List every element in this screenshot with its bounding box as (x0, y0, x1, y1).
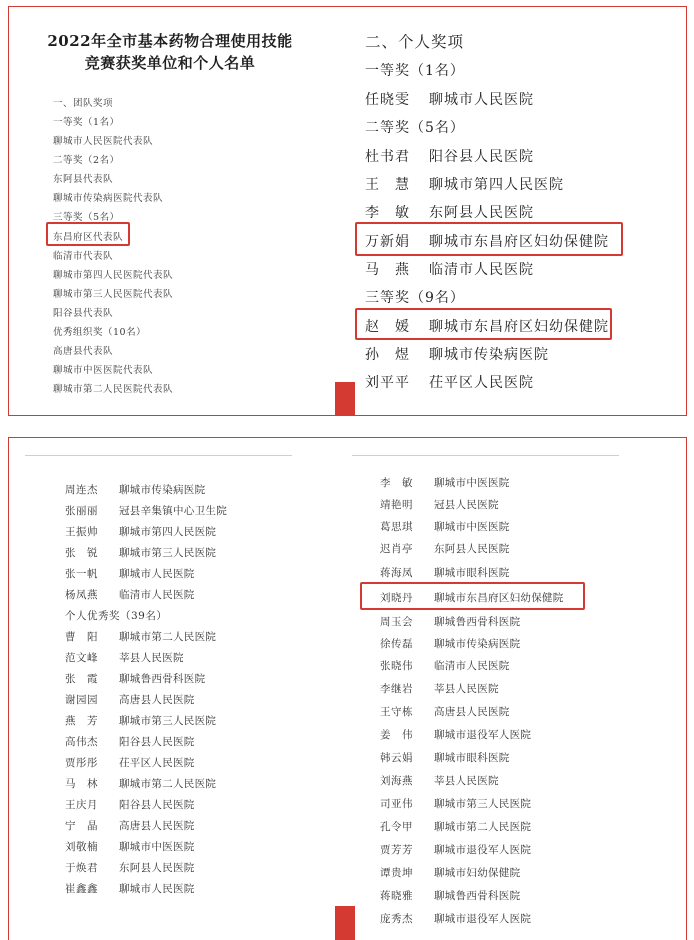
hospital-name: 聊城市传染病医院 (119, 484, 206, 496)
hospital-name: 莘县人民医院 (434, 683, 499, 695)
team-awards-heading: 一、团队奖项 (53, 98, 114, 109)
team-line: 聊城市传染病医院代表队 (53, 193, 164, 204)
person-name: 马 燕 (365, 262, 410, 278)
person-name: 蒋晓雅 (380, 890, 413, 902)
hospital-name: 聊城市第三人民医院 (119, 715, 217, 727)
hospital-name: 茌平区人民医院 (429, 375, 534, 391)
person-name: 曹 阳 (65, 631, 98, 643)
team-line-highlighted: 东昌府区代表队 (53, 232, 124, 243)
individual-awards-heading: 二、个人奖项 (365, 33, 465, 51)
team-line: 临清市代表队 (53, 251, 114, 262)
person-name: 迟肖亭 (380, 543, 413, 555)
person-name: 周连杰 (65, 484, 98, 496)
hospital-name: 聊城市退役军人医院 (434, 844, 532, 856)
award-row (380, 819, 531, 834)
award-row (365, 146, 534, 166)
team-line: 高唐县代表队 (53, 346, 114, 357)
award-row (380, 865, 520, 880)
hospital-name: 聊城市第三人民医院 (434, 798, 532, 810)
person-name: 范文峰 (65, 652, 98, 664)
person-name: 杜书君 (365, 149, 410, 165)
person-name: 司亚伟 (380, 798, 413, 810)
person-name: 张晓伟 (380, 660, 413, 672)
award-row (65, 671, 205, 686)
team-line: 东阿县代表队 (53, 174, 114, 185)
award-row (380, 796, 531, 811)
person-name: 万新娟 (365, 234, 410, 250)
person-name: 蒋海凤 (380, 567, 413, 579)
award-row (65, 713, 216, 728)
hospital-name: 聊城市妇幼保健院 (434, 867, 521, 879)
hospital-name: 聊城市退役军人医院 (434, 913, 532, 925)
award-row (65, 545, 216, 560)
highlight-box (355, 222, 623, 256)
award-row (380, 519, 510, 534)
person-name: 刘平平 (365, 375, 410, 391)
award-row (65, 839, 195, 854)
award-row (65, 797, 195, 812)
award-row (380, 704, 510, 719)
award-row (380, 842, 531, 857)
hospital-name: 聊城市眼科医院 (434, 752, 510, 764)
hospital-name: 聊城鲁西骨科医院 (434, 890, 521, 902)
hospital-name: 聊城市东昌府区妇幼保健院 (429, 234, 609, 250)
hospital-name: 聊城市传染病医院 (434, 638, 521, 650)
award-row (65, 587, 195, 602)
person-name: 李继岩 (380, 683, 413, 695)
hospital-name: 聊城鲁西骨科医院 (119, 673, 206, 685)
person-name: 王 慧 (365, 177, 410, 193)
hospital-name: 聊城市中医医院 (434, 477, 510, 489)
award-row (380, 681, 499, 696)
award-row (380, 475, 510, 490)
divider (352, 455, 619, 456)
person-name: 张一帆 (65, 568, 98, 580)
award-row (65, 629, 216, 644)
hospital-name: 莘县人民医院 (119, 652, 184, 664)
hospital-name: 聊城鲁西骨科医院 (434, 616, 521, 628)
person-name: 王振帅 (65, 526, 98, 538)
award-row (365, 89, 534, 109)
excellent-award-label: 个人优秀奖（39名） (65, 610, 168, 622)
hospital-name: 聊城市眼科医院 (434, 567, 510, 579)
hospital-name: 聊城市第四人民医院 (119, 526, 217, 538)
hospital-name: 聊城市东昌府区妇幼保健院 (434, 592, 564, 604)
person-name: 刘敬楠 (65, 841, 98, 853)
award-row (65, 524, 216, 539)
hospital-name: 聊城市第四人民医院 (429, 177, 564, 193)
hospital-name: 临清市人民医院 (434, 660, 510, 672)
award-row (380, 911, 531, 926)
person-name: 谢园园 (65, 694, 98, 706)
second-prize-label: 二等奖（5名） (365, 120, 465, 136)
hospital-name: 聊城市传染病医院 (429, 347, 549, 363)
hospital-name: 聊城市人民医院 (119, 883, 195, 895)
person-name: 刘海燕 (380, 775, 413, 787)
person-name: 庞秀杰 (380, 913, 413, 925)
person-name: 徐传磊 (380, 638, 413, 650)
hospital-name: 临清市人民医院 (119, 589, 195, 601)
award-row (365, 259, 534, 279)
hospital-name: 聊城市退役军人医院 (434, 729, 532, 741)
hospital-name: 聊城市东昌府区妇幼保健院 (429, 319, 609, 335)
person-name: 姜 伟 (380, 729, 413, 741)
team-line: 聊城市第三人民医院代表队 (53, 289, 174, 300)
person-name: 靖艳明 (380, 499, 413, 511)
person-name: 王庆月 (65, 799, 98, 811)
first-prize-label: 一等奖（1名） (365, 63, 465, 79)
person-name: 谭贵坤 (380, 867, 413, 879)
hospital-name: 高唐县人民医院 (434, 706, 510, 718)
award-row (65, 860, 195, 875)
person-name: 周玉会 (380, 616, 413, 628)
person-name: 王守栋 (380, 706, 413, 718)
award-row (380, 727, 531, 742)
hospital-name: 聊城市人民医院 (119, 568, 195, 580)
team-line: 一等奖（1名） (53, 117, 120, 128)
hospital-name: 聊城市第二人民医院 (119, 778, 217, 790)
team-line: 聊城市中医医院代表队 (53, 365, 154, 376)
person-name: 马 林 (65, 778, 98, 790)
team-line: 聊城市第四人民医院代表队 (53, 270, 174, 281)
person-name: 葛思琪 (380, 521, 413, 533)
hospital-name: 东阿县人民医院 (434, 543, 510, 555)
award-row (65, 755, 195, 770)
award-row (380, 497, 499, 512)
highlight-box (46, 222, 130, 246)
person-name: 高伟杰 (65, 736, 98, 748)
person-name: 李 敏 (380, 477, 413, 489)
hospital-name: 聊城市人民医院 (429, 92, 534, 108)
person-name: 孔令甲 (380, 821, 413, 833)
award-row (65, 881, 195, 896)
person-name: 张 锐 (65, 547, 98, 559)
award-row (65, 818, 195, 833)
person-name: 燕 芳 (65, 715, 98, 727)
person-name: 张 霞 (65, 673, 98, 685)
hospital-name: 高唐县人民医院 (119, 820, 195, 832)
award-row (65, 482, 205, 497)
team-line: 三等奖（5名） (53, 212, 120, 223)
hospital-name: 茌平区人民医院 (119, 757, 195, 769)
award-row (380, 658, 510, 673)
person-name: 李 敏 (365, 205, 410, 221)
hospital-name: 莘县人民医院 (434, 775, 499, 787)
award-row (65, 566, 195, 581)
award-row (65, 734, 195, 749)
hospital-name: 阳谷县人民医院 (119, 736, 195, 748)
award-row (380, 636, 520, 651)
hospital-name: 临清市人民医院 (429, 262, 534, 278)
hospital-name: 聊城市第三人民医院 (119, 547, 217, 559)
hospital-name: 阳谷县人民医院 (119, 799, 195, 811)
highlight-box (360, 582, 585, 610)
hospital-name: 阳谷县人民医院 (429, 149, 534, 165)
award-row (380, 773, 499, 788)
team-line: 二等奖（2名） (53, 155, 120, 166)
award-row (365, 372, 534, 392)
person-name: 宁 晶 (65, 820, 98, 832)
award-row (365, 202, 534, 222)
award-row (65, 650, 184, 665)
team-line: 聊城市人民医院代表队 (53, 136, 154, 147)
third-prize-label: 三等奖（9名） (365, 290, 465, 306)
hospital-name: 聊城市中医医院 (119, 841, 195, 853)
person-name: 刘晓丹 (380, 592, 413, 604)
person-name: 赵 媛 (365, 319, 410, 335)
person-name: 于焕君 (65, 862, 98, 874)
team-line: 优秀组织奖（10名） (53, 327, 147, 338)
award-row (65, 692, 195, 707)
person-name: 贾彤彤 (65, 757, 98, 769)
hospital-name: 聊城市第二人民医院 (434, 821, 532, 833)
person-name: 韩云娟 (380, 752, 413, 764)
award-row (65, 776, 216, 791)
person-name: 贾芳芳 (380, 844, 413, 856)
award-row (380, 541, 510, 556)
award-row (365, 174, 564, 194)
hospital-name: 冠县人民医院 (434, 499, 499, 511)
award-row (65, 503, 227, 518)
award-row (365, 344, 549, 364)
document-title-line-1: 2022年全市基本药物合理使用技能 (47, 32, 293, 50)
award-row (380, 614, 520, 629)
person-name: 崔鑫鑫 (65, 883, 98, 895)
red-marker-bar (335, 382, 355, 416)
award-row (380, 750, 510, 765)
person-name: 张丽丽 (65, 505, 98, 517)
award-row (380, 888, 520, 903)
team-line: 阳谷县代表队 (53, 308, 114, 319)
document-title-line-2: 竞赛获奖单位和个人名单 (84, 54, 256, 72)
hospital-name: 冠县辛集镇中心卫生院 (119, 505, 227, 517)
divider (25, 455, 292, 456)
hospital-name: 聊城市中医医院 (434, 521, 510, 533)
hospital-name: 东阿县人民医院 (119, 862, 195, 874)
person-name: 任晓雯 (365, 92, 410, 108)
highlight-box (355, 308, 612, 340)
hospital-name: 聊城市第二人民医院 (119, 631, 217, 643)
hospital-name: 高唐县人民医院 (119, 694, 195, 706)
hospital-name: 东阿县人民医院 (429, 205, 534, 221)
award-row (380, 565, 510, 580)
person-name: 杨凤燕 (65, 589, 98, 601)
red-marker-bar (335, 906, 355, 940)
team-line: 聊城市第二人民医院代表队 (53, 384, 174, 395)
person-name: 孙 煜 (365, 347, 410, 363)
